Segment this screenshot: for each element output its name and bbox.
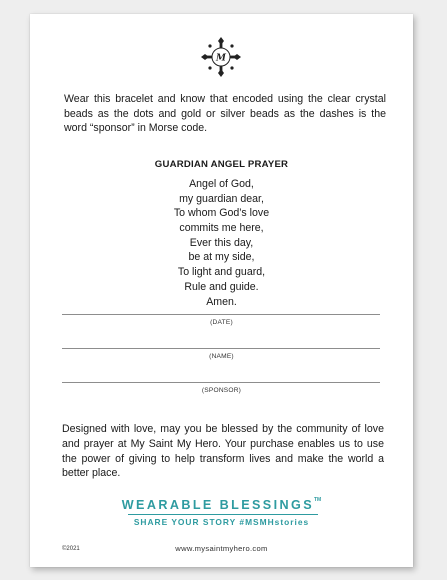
svg-text:M: M — [216, 53, 226, 64]
prayer-line: be at my side, — [188, 251, 255, 264]
name-line — [62, 348, 380, 349]
prayer-line: Ever this day, — [189, 236, 254, 249]
prayer-line: my guardian dear, — [179, 192, 264, 205]
date-label: (DATE) — [210, 319, 233, 326]
copyright: ©2021 — [62, 546, 80, 552]
prayer-line: Angel of God, — [189, 178, 254, 190]
prayer-card — [30, 14, 413, 567]
outro-paragraph: Designed with love, may you be blessed by the community of love and prayer at My Saint My Hero. Your purchase enables us to use the power of giving to help transform lives and make the world a better place. — [62, 423, 384, 480]
prayer-line: To light and guard, — [177, 266, 266, 279]
prayer-line: To whom God’s love — [173, 207, 270, 220]
brand-name — [30, 498, 413, 512]
date-line — [62, 314, 380, 315]
intro-paragraph: Wear this bracelet and know that encoded using the clear crystal beads as the dots and gold or silver beads as the dashes is the word “sponsor” in Morse code. — [64, 93, 386, 134]
sponsor-line — [62, 382, 380, 383]
cross-monogram-icon — [200, 36, 242, 78]
brand-divider — [128, 514, 318, 515]
trademark-mark: TM — [314, 497, 322, 503]
sponsor-label: (SPONSOR) — [201, 387, 242, 394]
prayer-line: commits me here, — [179, 222, 264, 235]
prayer-line: Amen. — [206, 295, 237, 308]
name-label: (NAME) — [209, 353, 234, 360]
brand-name-text: WEARABLE BLESSINGS — [121, 498, 314, 512]
website-url: www.mysaintmyhero.com — [175, 544, 268, 553]
prayer-text — [30, 177, 413, 309]
prayer-title: GUARDIAN ANGEL PRAYER — [154, 159, 289, 170]
brand-tagline: SHARE YOUR STORY #MSMHstories — [133, 517, 310, 527]
prayer-line: Rule and guide. — [184, 280, 259, 293]
